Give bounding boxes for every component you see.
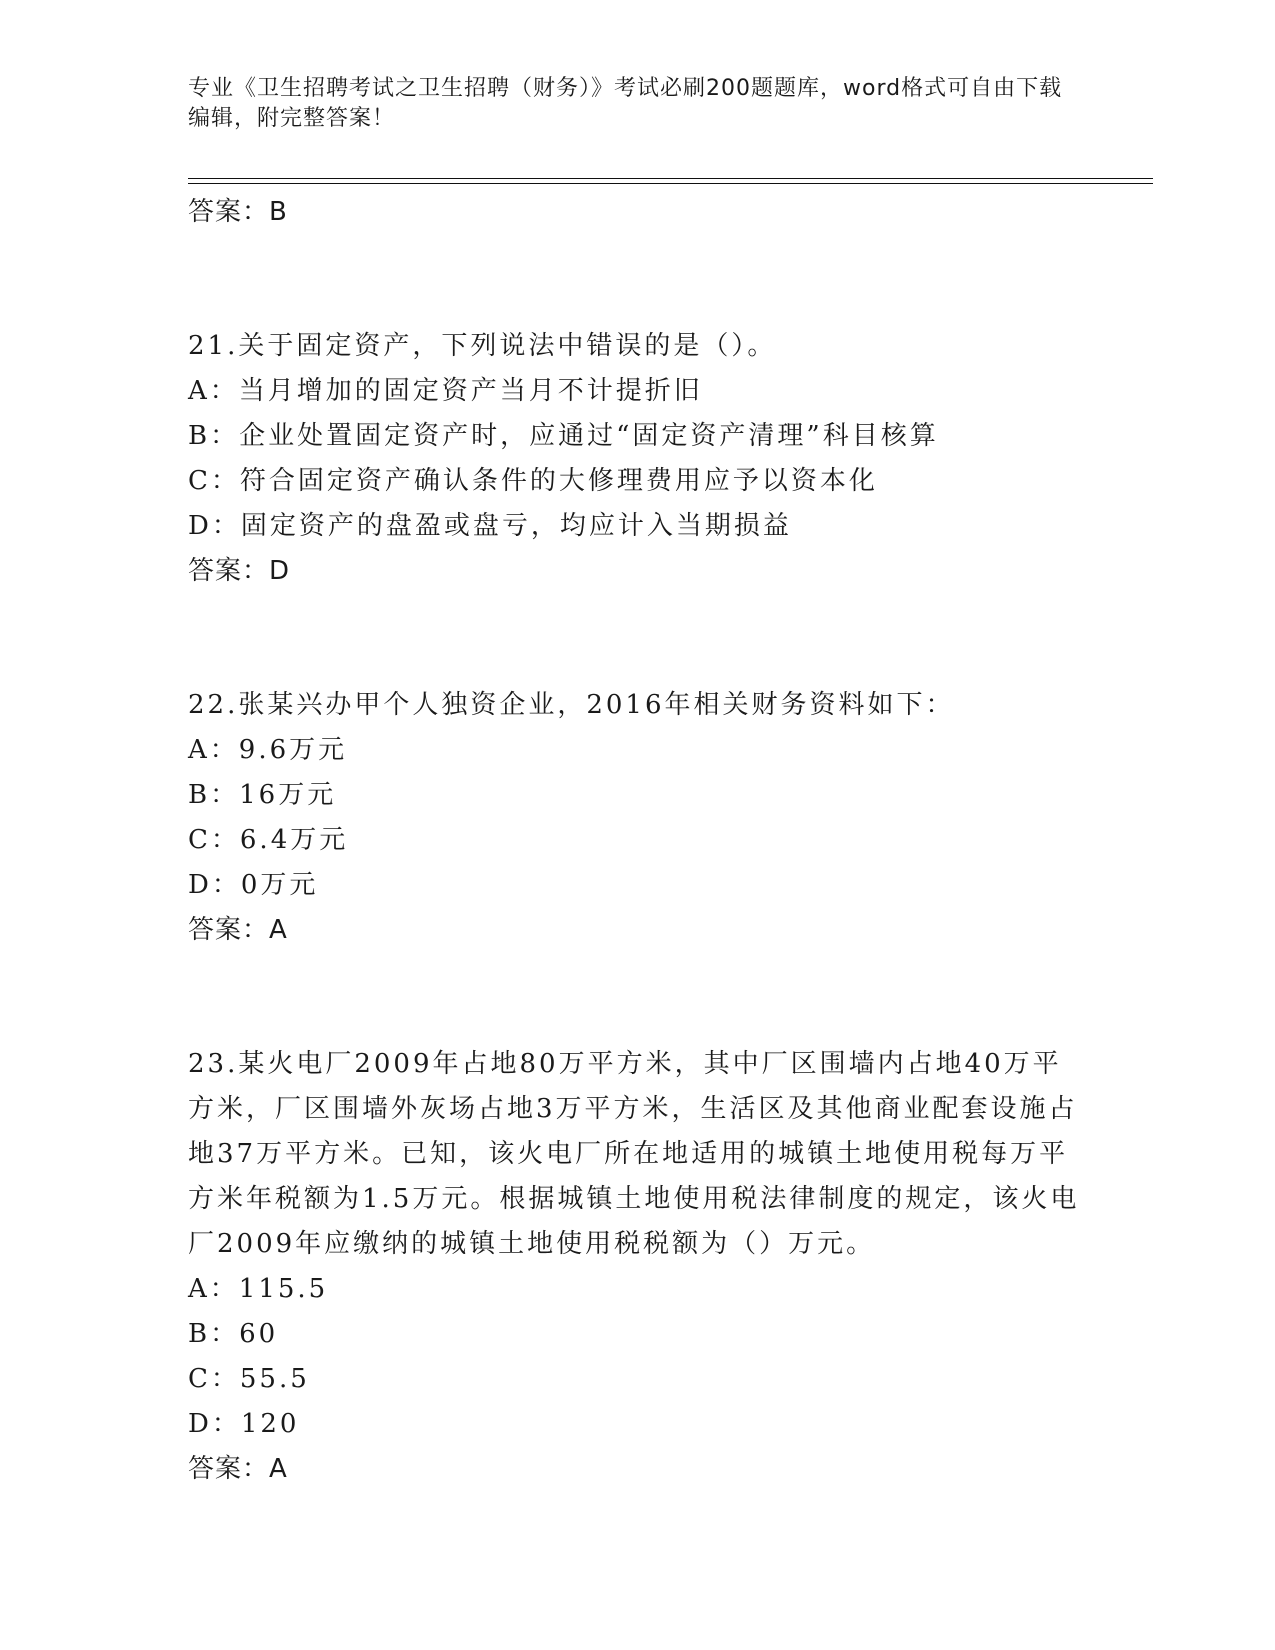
question-23 — [188, 1042, 1088, 1491]
answer: 答案：D — [188, 556, 291, 586]
spacer — [188, 593, 1088, 683]
question-text: 21.关于固定资产，下列说法中错误的是（）。 — [188, 331, 777, 361]
document-header — [188, 74, 1068, 134]
document-body — [188, 190, 1088, 1491]
answer: 答案：A — [188, 915, 288, 945]
spacer — [188, 234, 1088, 324]
answer: 答案：A — [188, 1454, 288, 1484]
question-text: 23.某火电厂2009年占地80万平方米，其中厂区围墙内占地40万平方米，厂区围墙外灰场占地3万平方米，生活区及其他商业配套设施占地37万平方米。已知，该火电厂所在地适用的城镇土地使用税每万平方米年税额为1.5万元。根据城镇土地使用税法律制度的规定，该火电厂2009年应缴纳的城镇土地使用税税额为（）万元。 — [188, 1049, 1080, 1259]
option-b: B：企业处置固定资产时，应通过“固定资产清理”科目核算 — [188, 421, 939, 451]
spacer — [188, 952, 1088, 1042]
question-22 — [188, 683, 1088, 952]
option-b: B：16万元 — [188, 780, 337, 810]
option-c: C：符合固定资产确认条件的大修理费用应予以资本化 — [188, 466, 878, 496]
option-a: A：当月增加的固定资产当月不计提折旧 — [188, 376, 703, 406]
option-a: A：9.6万元 — [188, 735, 348, 765]
option-a: A：115.5 — [188, 1274, 329, 1304]
option-b: B：60 — [188, 1319, 279, 1349]
question-21 — [188, 324, 1088, 593]
previous-answer: 答案：B — [188, 197, 288, 227]
question-text: 22.张某兴办甲个人独资企业，2016年相关财务资料如下： — [188, 690, 955, 720]
header-rule-bottom — [188, 183, 1153, 184]
header-rule-top — [188, 178, 1153, 179]
header-text: 专业《卫生招聘考试之卫生招聘（财务）》考试必刷200题题库，word格式可自由下载编辑，附完整答案！ — [188, 76, 1063, 131]
option-d: D：120 — [188, 1409, 300, 1439]
option-d: D：固定资产的盘盈或盘亏，均应计入当期损益 — [188, 511, 792, 541]
option-c: C：6.4万元 — [188, 825, 349, 855]
option-d: D：0万元 — [188, 870, 319, 900]
option-c: C：55.5 — [188, 1364, 310, 1394]
